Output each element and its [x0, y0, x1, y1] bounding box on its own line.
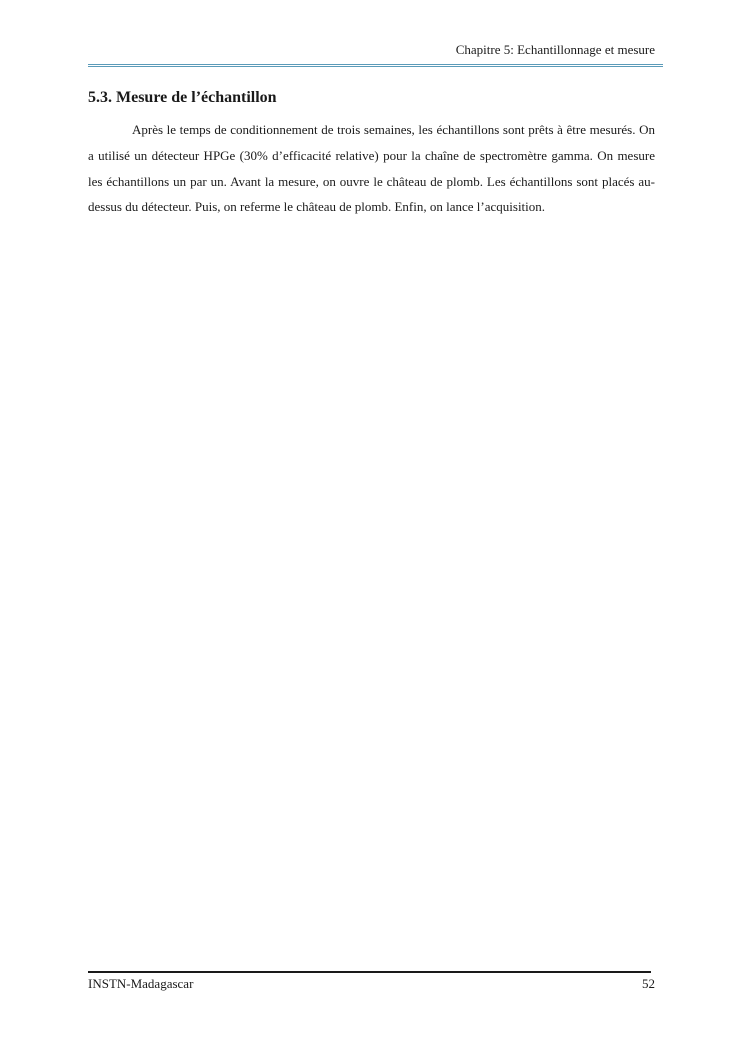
header-divider	[88, 64, 663, 67]
section-heading: 5.3. Mesure de l’échantillon	[88, 89, 277, 106]
running-header-chapter-title: Chapitre 5: Echantillonnage et mesure	[455, 42, 655, 57]
page-number: 52	[642, 976, 655, 991]
footer-institution: INSTN-Madagascar	[88, 976, 194, 991]
body-paragraph: Après le temps de conditionnement de trois semaines, les échantillons sont prêts à être mesurés. On a utilisé un détecteur HPGe (30% d’efficacité relative) pour la chaîne de spectromètre gamma. On mesure les échantillons un par un. Avant la mesure, on ouvre le château de plomb. Les échantillons sont placés au-dessus du détecteur. Puis, on referme le château de plomb. Enfin, on lance l’acquisition.	[88, 122, 655, 215]
footer-divider	[88, 971, 651, 973]
